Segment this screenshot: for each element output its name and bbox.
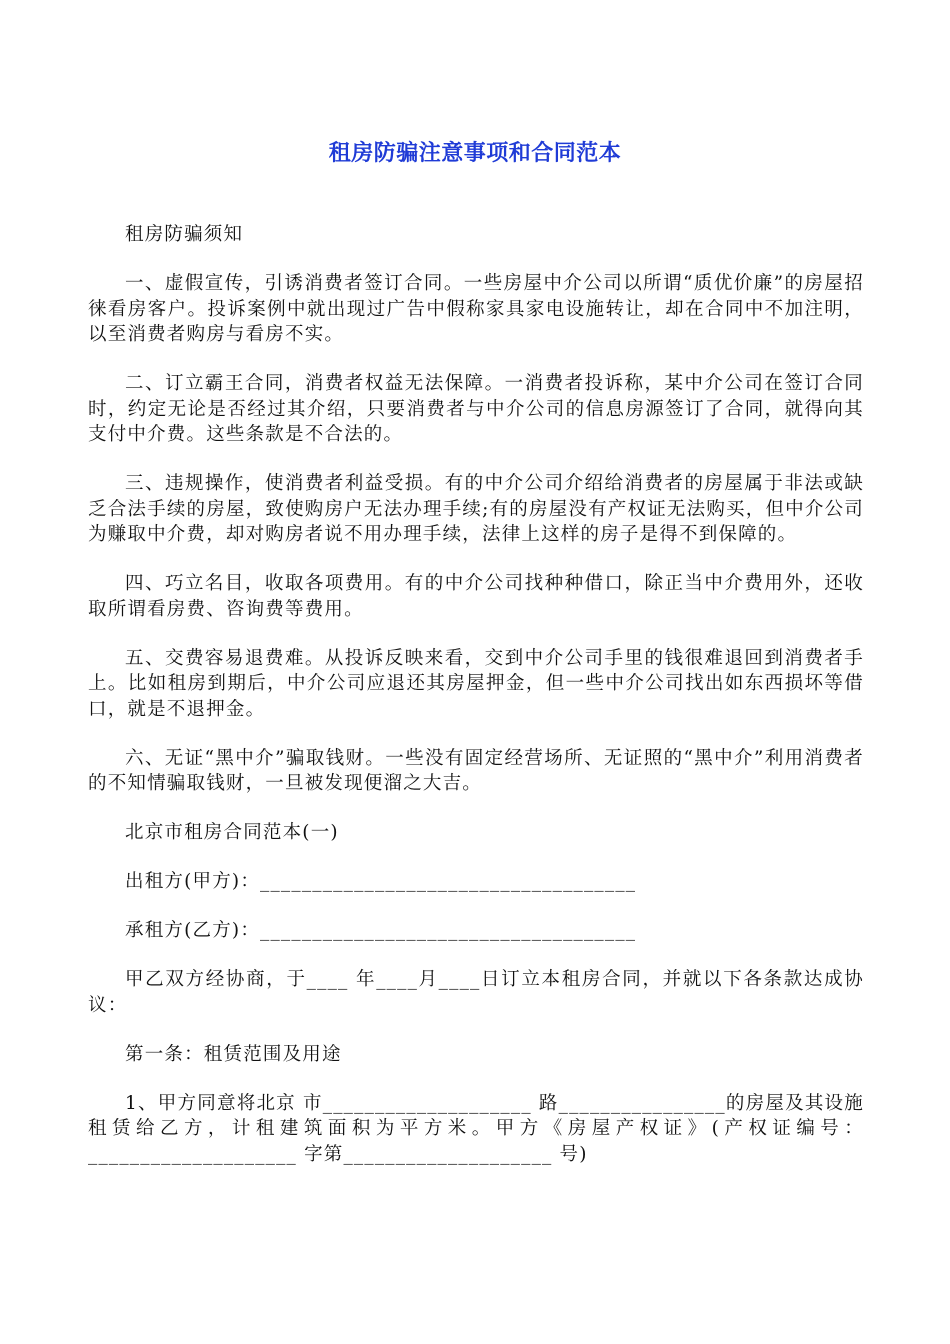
- paragraph: 一、虚假宣传，引诱消费者签订合同。一些房屋中介公司以所谓“质优价廉”的房屋招徕看房客户。投诉案例中就出现过广告中假称家具家电设施转让，却在合同中不加注明，以至消费者购房与看房不实。: [88, 273, 864, 345]
- contract-heading: 北京市租房合同范本(一): [125, 822, 339, 843]
- document-title: 租房防骗注意事项和合同范本: [328, 141, 622, 166]
- article-heading: 第一条：租赁范围及用途: [125, 1043, 342, 1065]
- document-body: [88, 222, 864, 1191]
- paragraph: 六、无证“黑中介”骗取钱财。一些没有固定经营场所、无证照的“黑中介”利用消费者的不知情骗取钱财，一旦被发现便溜之大吉。: [88, 747, 864, 794]
- paragraph: 1、甲方同意将北京 市____________________ 路________________的房屋及其设施租赁给乙方，计租建筑面积为平方米。甲方《房屋产权证》(产权证编号：____________________ 字第____________________ 号): [88, 1092, 864, 1165]
- paragraph: 甲乙双方经协商，于____ 年____月____日订立本租房合同，并就以下各条款达成协议：: [88, 969, 864, 1016]
- lessor-field: 出租方(甲方)：____________________________________: [125, 871, 637, 892]
- section-heading: 租房防骗须知: [125, 224, 244, 245]
- paragraph: 四、巧立名目，收取各项费用。有的中介公司找种种借口，除正当中介费用外，还收取所谓看房费、咨询费等费用。: [88, 573, 864, 620]
- paragraph: 二、订立霸王合同，消费者权益无法保障。一消费者投诉称，某中介公司在签订合同时，约定无论是否经过其介绍，只要消费者与中介公司的信息房源签订了合同，就得向其支付中介费。这些条款是不合法的。: [88, 373, 864, 445]
- paragraph: 五、交费容易退费难。从投诉反映来看，交到中介公司手里的钱很难退回到消费者手上。比如租房到期后，中介公司应退还其房屋押金，但一些中介公司找出如东西损坏等借口，就是不退押金。: [88, 647, 864, 720]
- lessee-field: 承租方(乙方)：____________________________________: [125, 920, 637, 941]
- paragraph: 三、违规操作，使消费者利益受损。有的中介公司介绍给消费者的房屋属于非法或缺乏合法手续的房屋，致使购房户无法办理手续;有的房屋没有产权证无法购买，但中介公司为赚取中介费，却对购房者说不用办理手续，法律上这样的房子是得不到保障的。: [88, 473, 864, 545]
